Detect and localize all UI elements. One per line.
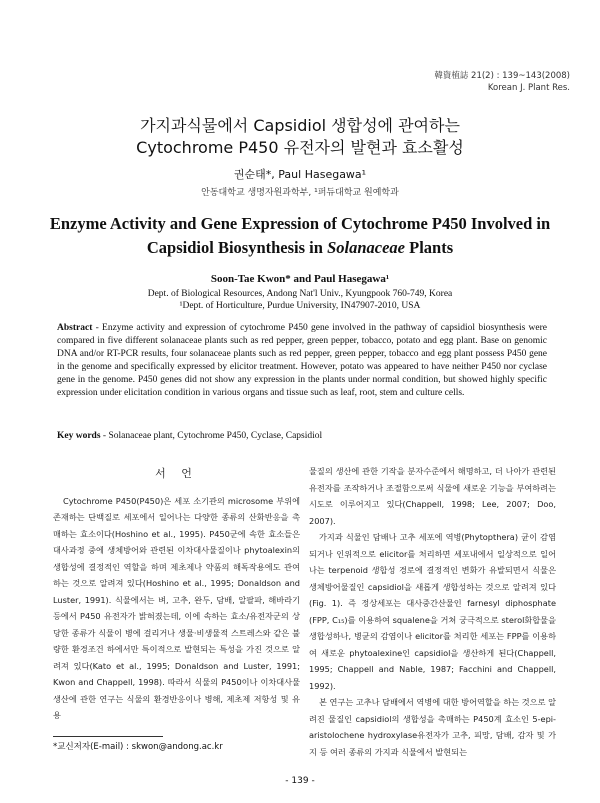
affiliation-line1: Dept. of Biological Resources, Andong Nat'l Univ., Kyungpook 760-749, Korea (147, 289, 453, 299)
english-authors: Soon-Tae Kwon* and Paul Hasegawa¹ (210, 273, 390, 285)
english-title-line1: Enzyme Activity and Gene Expression of Cytochrome P450 Involved in (49, 214, 551, 233)
keywords (57, 431, 547, 441)
english-title (40, 212, 560, 260)
right-paragraph-1: 물질의 생산에 관한 기작을 분자수준에서 해명하고, 더 나아가 관련된 유전자를 조작하거나 조절함으로써 식물에 새로운 기능을 부여하려는 시도로 이루어지고 있다(Chappell, 1998; Lee, 2007; Doo, 2007). (309, 466, 556, 526)
korean-affiliation: 안동대학교 생명자원과학부, ¹퍼듀대학교 원예학과 (201, 188, 399, 198)
left-paragraph-1: Cytochrome P450(P450)은 세포 소기관의 microsome 부위에 존재하는 단백질로 세포에서 일어나는 다양한 종류의 산화반응을 촉매하는 효소이다(Hoshino et al., 1995). P450군에 속한 효소들은 대사과정 중에 생체방어와 관련된 이차대사물질이나 phytoalexin의 생합성에 결정적인 역할을 하며 제초제나 약품의 해독작용에도 관여하는 것으로 알려져 있다(Hoshino et al., 1995; Donaldson and Luster, 1991). 식물에서는 벼, 고추, 완두, 담배, 알팔파, 해바라기 등에서 P450 유전자가 밝혀졌는데, 이에 속하는 효소/유전자군의 상당한 종류가 식물이 병에 걸리거나 생물·비생물적 스트레스와 같은 불량한 환경조건 하에서만 특이적으로 발현되는 특성을 가진 것으로 알려져 있다(Kato et al., 1995; Donaldson and Luster, 1991; Kwon and Chappell, 1998). 따라서 식물의 P450이나 이차대사물 생산에 관한 연구는 식물의 환경반응이나 병해, 제초제 저항성 및 유용 (53, 495, 300, 720)
keywords-label: Key words (57, 431, 101, 441)
english-title-italic: Solanaceae (327, 238, 405, 257)
abstract-text: - Enzyme activity and expression of cytochrome P450 gene involved in the pathway of capsidiol biosynthesis were compared in five different solanaceae plants such as red pepper, green pepper, tobacco, potato and egg plant. Base on genomic DNA and/or RT-PCR results, four solanaceae plants such as red pepper, green pepper, tobacco and egg plant possess P450 gene in the genome and specifically expressed by elicitor treatment. However, potato was appeared to have neither P450 nor cyclase gene in the genome. P450 genes did not show any expression in the plants under normal condition, but showed highly specific expression under elicitation condition in various organs and tissue such as leaf, root, stem and culture cells. (57, 323, 547, 398)
korean-authors: 권순태*, Paul Hasegawa¹ (233, 168, 367, 181)
journal-citation (434, 70, 570, 94)
english-affiliation (0, 288, 600, 312)
korean-title-line2: Cytochrome P450 유전자의 발현과 효소활성 (136, 138, 464, 157)
corresponding-author-footnote: *교신저자(E-mail) : skwon@andong.ac.kr (53, 742, 223, 752)
abstract (57, 322, 547, 400)
right-paragraph-3: 본 연구는 고추나 담배에서 역병에 대한 방어역할을 하는 것으로 알려진 물질인 capsidiol의 생합성을 촉매하는 P450계 효소인 5-epi-aristolochene hydroxylase유전자가 고추, 피망, 담배, 감자 및 가지 등 여러 종류의 가지과 식물에서 발현되는 (309, 697, 556, 757)
journal-volume: 韓資植誌 21(2) : 139~143(2008) (434, 71, 570, 81)
footnote-divider (53, 736, 163, 737)
section-heading: 서 언 (155, 467, 198, 480)
korean-title (0, 115, 600, 159)
right-column (309, 463, 556, 760)
left-column (53, 462, 300, 724)
keywords-text: - Solanaceae plant, Cytochrome P450, Cyclase, Capsidiol (100, 431, 323, 441)
korean-title-line1: 가지과식물에서 Capsidiol 생합성에 관여하는 (140, 116, 460, 135)
english-title-line2 (40, 236, 560, 260)
english-title-line2-pre: Capsidiol Biosynthesis in (146, 238, 328, 257)
abstract-label: Abstract (57, 323, 93, 333)
english-title-line2-post: Plants (404, 238, 454, 257)
journal-name: Korean J. Plant Res. (487, 83, 570, 93)
affiliation-line2: ¹Dept. of Horticulture, Purdue University, IN47907-2010, USA (179, 301, 421, 311)
right-paragraph-2: 가지과 식물인 담배나 고추 세포에 역병(Phytopthera) 균이 감염되거나 인위적으로 elicitor를 처리하면 세포내에서 일상적으로 일어나는 terpenoid 생합성 경로에 결정적인 변화가 유발되면서 식물은 생체방어물질인 capsidiol을 새롭게 생합성하는 것으로 알려져 있다(Fig. 1). 즉 정상세포는 대사중간산물인 farnesyl diphosphate (FPP, C₁₅)를 이용하여 squalene을 거쳐 궁극적으로 sterol화합물을 생합성하나, 병균의 감염이나 elicitor를 처리한 세포는 FPP를 이용하여 새로운 phytoalexine인 capsidiol을 생산하게 된다(Chappell, 1995; Chappell and Nable, 1987; Facchini and Chappell, 1992). (309, 532, 556, 691)
page-number: - 139 - (285, 776, 315, 786)
